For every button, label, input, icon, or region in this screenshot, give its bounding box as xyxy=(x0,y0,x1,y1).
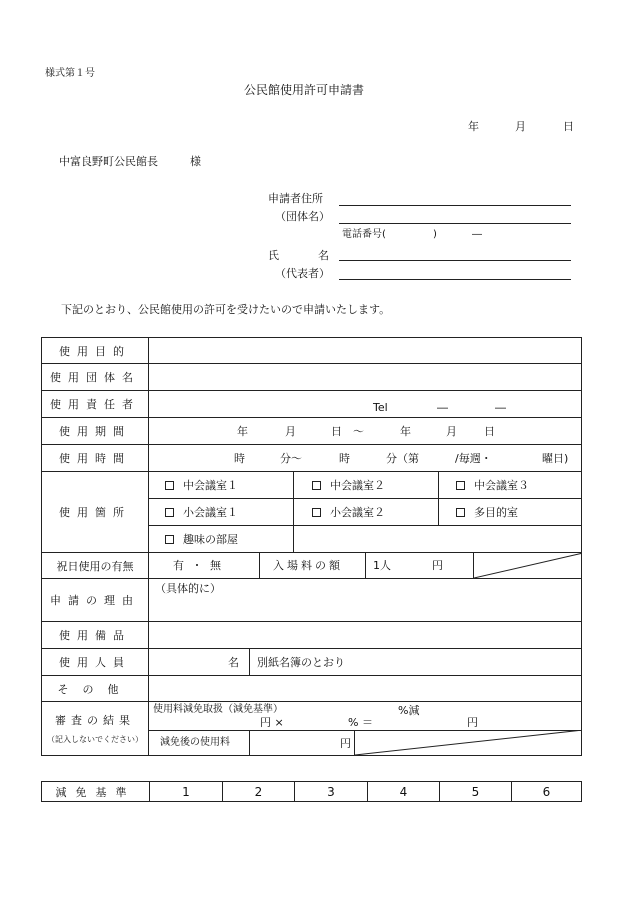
reason-note: （具体的に） xyxy=(155,582,221,595)
form-number: 様式第１号 xyxy=(45,68,95,79)
phone-close: ) xyxy=(433,229,437,240)
address-line[interactable] xyxy=(339,205,571,206)
time-min-2: 分（第 xyxy=(386,452,419,465)
tel-dash-2: ― xyxy=(495,401,506,414)
row-label-time: 使用時間 xyxy=(42,445,149,472)
row-label-reason: 申請の理由 xyxy=(42,579,149,622)
form-title: 公民館使用許可申請書 xyxy=(244,83,365,97)
time-field[interactable] xyxy=(149,445,582,472)
group-label: （団体名） xyxy=(275,210,330,223)
people-field[interactable] xyxy=(149,649,582,676)
reason-field[interactable] xyxy=(149,579,582,622)
period-month-1: 月 xyxy=(285,425,296,438)
holiday-field xyxy=(149,553,582,579)
group-line[interactable] xyxy=(339,223,571,224)
criteria-cell-4[interactable]: 4 xyxy=(368,782,440,802)
name-label-1: 氏 xyxy=(268,249,279,262)
period-tilde: ～ xyxy=(353,425,364,438)
time-min-1: 分～ xyxy=(280,452,302,465)
application-table xyxy=(41,337,582,756)
row-label-review xyxy=(42,702,149,756)
room-shumi[interactable] xyxy=(165,534,238,545)
discount-percent: %減 xyxy=(398,704,420,717)
after-discount-yen: 円 xyxy=(340,737,351,750)
period-year-2: 年 xyxy=(400,425,411,438)
criteria-cell-3[interactable]: 3 xyxy=(295,782,368,802)
room-label: 多目的室 xyxy=(474,506,518,519)
period-month-2: 月 xyxy=(446,425,457,438)
name-line[interactable] xyxy=(339,260,571,261)
time-weekly: /毎週・ xyxy=(455,452,492,465)
admission-yen: 円 xyxy=(432,559,443,572)
criteria-cell-1[interactable]: 1 xyxy=(150,782,223,802)
group-name-field[interactable] xyxy=(149,364,582,391)
row-label-group-name: 使用団体名 xyxy=(42,364,149,391)
row-label-equipment: 使用備品 xyxy=(42,622,149,649)
criteria-cell-6[interactable]: 6 xyxy=(512,782,582,802)
room-chukaigi-2[interactable] xyxy=(312,480,385,491)
people-note: 別紙名簿のとおり xyxy=(257,656,345,669)
period-day-2: 日 xyxy=(484,425,495,438)
criteria-cell-5[interactable]: 5 xyxy=(440,782,512,802)
checkbox-icon xyxy=(165,535,174,544)
row-label-purpose: 使用目的 xyxy=(42,338,149,364)
reduction-criteria-table xyxy=(41,781,582,802)
after-discount-label: 減免後の使用料 xyxy=(160,737,230,748)
time-weekday: 曜日) xyxy=(542,452,569,465)
row-label-people: 使用人員 xyxy=(42,649,149,676)
responsible-field[interactable] xyxy=(149,391,582,418)
review-note: （記入しないでください） xyxy=(47,735,143,744)
date-year-label: 年 xyxy=(468,120,479,133)
checkbox-icon xyxy=(165,508,174,517)
discount-yen: 円 xyxy=(467,716,478,729)
checkbox-icon xyxy=(312,508,321,517)
row-label-other: その他 xyxy=(42,676,149,702)
review-slash xyxy=(355,730,582,755)
review-title: 審査の結果 xyxy=(55,714,135,727)
discount-percent-eq: % ＝ xyxy=(348,716,373,729)
checkbox-icon xyxy=(165,481,174,490)
statement-text: 下記のとおり、公民館使用の許可を受けたいので申請いたします。 xyxy=(61,303,391,316)
room-label: 中会議室１ xyxy=(183,479,238,492)
holiday-slash xyxy=(474,553,582,578)
reduction-criteria-label: 減免基準 xyxy=(42,782,150,802)
other-field[interactable] xyxy=(149,676,582,702)
address-label: 申請者住所 xyxy=(268,192,323,205)
phone-label: 電話番号( xyxy=(342,229,386,240)
phone-dash: ― xyxy=(472,229,482,240)
row-label-responsible: 使用責任者 xyxy=(42,391,149,418)
room-label: 小会議室２ xyxy=(330,506,385,519)
room-shokaigi-2[interactable] xyxy=(312,507,385,518)
people-unit: 名 xyxy=(228,656,239,669)
row-label-location: 使用箇所 xyxy=(42,472,149,553)
row-label-holiday: 祝日使用の有無 xyxy=(42,553,149,579)
tel-dash-1: ― xyxy=(437,401,448,414)
addressee-name: 中富良野町公民館長 xyxy=(59,155,158,168)
representative-line[interactable] xyxy=(339,279,571,280)
room-chukaigi-3[interactable] xyxy=(456,480,529,491)
room-tamokuteki[interactable] xyxy=(456,507,518,518)
tel-label: Tel xyxy=(373,401,388,414)
location-field xyxy=(149,472,582,553)
discount-yen-times: 円 × xyxy=(260,716,284,729)
review-field xyxy=(149,702,582,756)
room-chukaigi-1[interactable] xyxy=(165,480,238,491)
representative-label: （代表者） xyxy=(275,267,330,280)
room-label: 中会議室２ xyxy=(330,479,385,492)
admission-per-person: 1人 xyxy=(373,559,391,572)
equipment-field[interactable] xyxy=(149,622,582,649)
date-month-label: 月 xyxy=(515,120,526,133)
addressee-honorific: 様 xyxy=(190,155,201,168)
holiday-options[interactable]: 有 ・ 無 xyxy=(173,559,223,572)
room-shokaigi-1[interactable] xyxy=(165,507,238,518)
room-label: 中会議室３ xyxy=(474,479,529,492)
room-label: 小会議室１ xyxy=(183,506,238,519)
discount-label: 使用料減免取扱（減免基準） xyxy=(153,704,283,715)
checkbox-icon xyxy=(456,481,465,490)
date-day-label: 日 xyxy=(563,120,574,133)
purpose-field[interactable] xyxy=(149,338,582,364)
checkbox-icon xyxy=(312,481,321,490)
admission-label: 入場料の額 xyxy=(273,559,343,572)
period-day-1: 日 xyxy=(331,425,342,438)
time-hour-2: 時 xyxy=(339,452,350,465)
period-year-1: 年 xyxy=(237,425,248,438)
name-label-2: 名 xyxy=(318,249,329,262)
room-label: 趣味の部屋 xyxy=(183,533,238,546)
time-hour-1: 時 xyxy=(234,452,245,465)
criteria-cell-2[interactable]: 2 xyxy=(223,782,295,802)
row-label-period: 使用期間 xyxy=(42,418,149,445)
checkbox-icon xyxy=(456,508,465,517)
period-field[interactable] xyxy=(149,418,582,445)
